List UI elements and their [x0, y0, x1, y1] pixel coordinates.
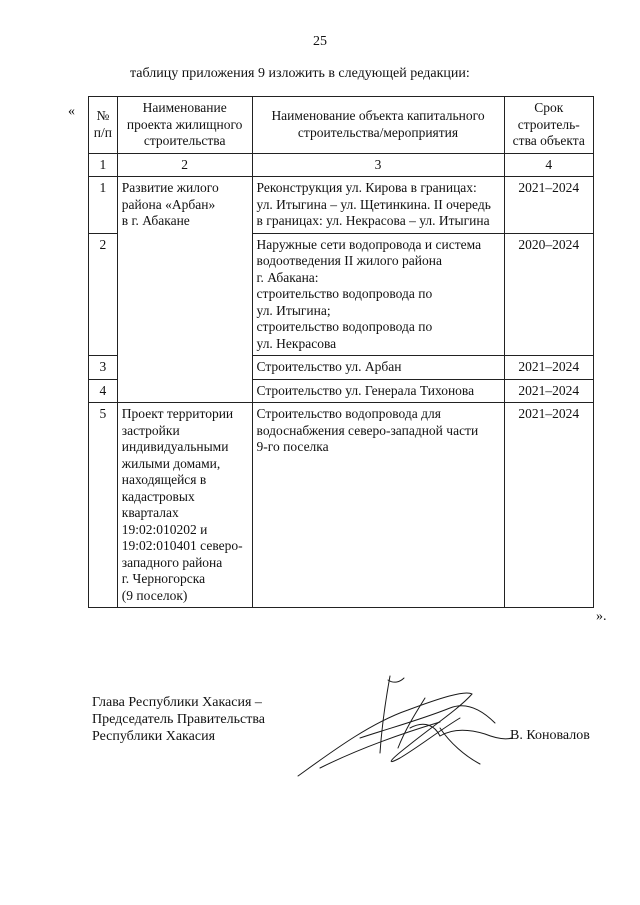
signer-name: В. Коновалов [510, 728, 590, 743]
position-line: Председатель Правительства [92, 712, 265, 727]
closing-quote: ». [596, 609, 607, 624]
table-row [89, 177, 594, 234]
handwritten-signature [290, 668, 530, 788]
row-number: 4 [89, 379, 118, 403]
table-row [89, 403, 594, 608]
table-header-row [89, 97, 594, 154]
construction-table [88, 96, 594, 608]
column-number: 3 [252, 153, 504, 177]
construction-term: 2021–2024 [504, 356, 593, 380]
object-name: Строительство ул. Арбан [252, 356, 504, 380]
row-number: 1 [89, 177, 118, 234]
header-term: Срок строитель- ства объекта [504, 97, 593, 154]
column-number: 2 [117, 153, 252, 177]
header-number: № п/п [89, 97, 118, 154]
object-name: Реконструкция ул. Кирова в границах: ул. Итыгина – ул. Щетинкина. II очередь в границах: ул. Некрасова – ул. Итыгина [252, 177, 504, 234]
object-name: Строительство ул. Генерала Тихонова [252, 379, 504, 403]
construction-term: 2021–2024 [504, 379, 593, 403]
position-line: Республики Хакасия [92, 729, 216, 744]
row-number: 2 [89, 233, 118, 356]
header-object: Наименование объекта капитального строительства/мероприятия [252, 97, 504, 154]
page-number: 25 [313, 34, 327, 49]
opening-quote: « [68, 104, 75, 119]
intro-text: таблицу приложения 9 изложить в следующей редакции: [130, 66, 470, 81]
column-number: 4 [504, 153, 593, 177]
construction-term: 2021–2024 [504, 403, 593, 608]
object-name: Строительство водопровода для водоснабжения северо-западной части 9-го поселка [252, 403, 504, 608]
project-name: Развитие жилого района «Арбан» в г. Абакане [117, 177, 252, 403]
construction-term: 2020–2024 [504, 233, 593, 356]
column-numbers-row [89, 153, 594, 177]
column-number: 1 [89, 153, 118, 177]
construction-term: 2021–2024 [504, 177, 593, 234]
signature-position [92, 694, 265, 745]
position-line: Глава Республики Хакасия – [92, 695, 262, 710]
row-number: 5 [89, 403, 118, 608]
row-number: 3 [89, 356, 118, 380]
project-name: Проект территории застройки индивидуальными жилыми домами, находящейся в кадастровых кварталах 19:02:010202 и 19:02:010401 северо- западного района г. Черногорска (9 поселок) [117, 403, 252, 608]
object-name: Наружные сети водопровода и система водоотведения II жилого района г. Абакана: строительство водопровода по ул. Итыгина; строительство водопровода по ул. Некрасова [252, 233, 504, 356]
header-project: Наименование проекта жилищного строительства [117, 97, 252, 154]
